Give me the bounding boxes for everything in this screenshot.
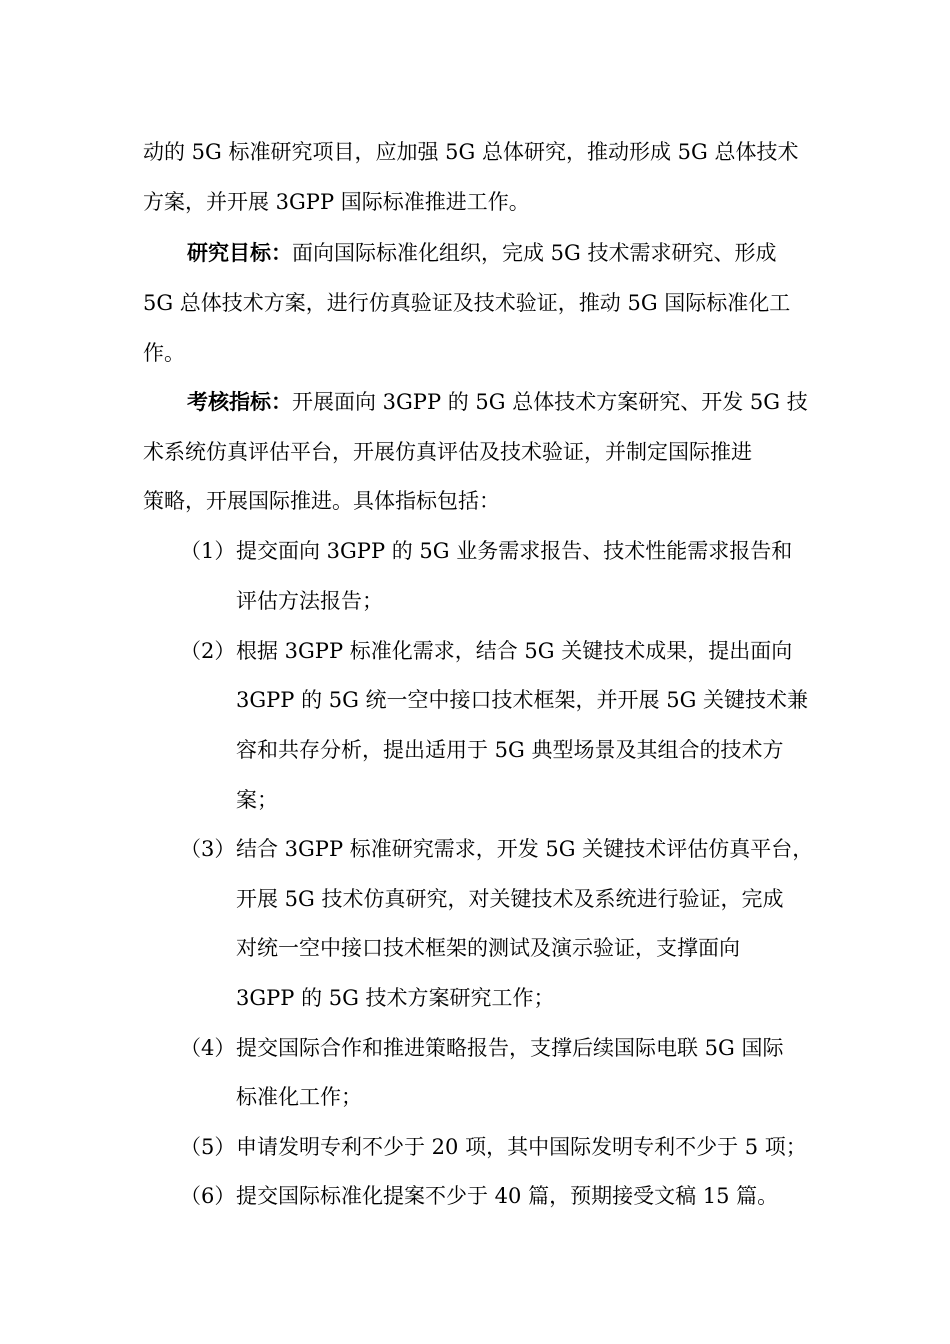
item-4-line-2: 标准化工作； xyxy=(236,1085,362,1109)
item-3-line-4: 3GPP 的 5G 技术方案研究工作； xyxy=(236,986,555,1010)
item-2-marker: （2） xyxy=(180,639,236,663)
assessment-line-1-text: 开展面向 3GPP 的 5G 总体技术方案研究、开发 5G 技 xyxy=(292,390,808,414)
item-3-line-1: 结合 3GPP 标准研究需求，开发 5G 关键技术评估仿真平台， xyxy=(236,837,814,861)
assessment-line-1 xyxy=(187,387,808,417)
intro-line-1: 动的 5G 标准研究项目，应加强 5G 总体研究，推动形成 5G 总体技术 xyxy=(143,140,799,164)
item-5-marker: （5） xyxy=(180,1135,236,1159)
assessment-heading: 考核指标： xyxy=(187,389,292,414)
item-3-line-2: 开展 5G 技术仿真研究，对关键技术及系统进行验证，完成 xyxy=(236,887,784,911)
item-1-line-1: 提交面向 3GPP 的 5G 业务需求报告、技术性能需求报告和 xyxy=(236,539,793,563)
goal-line-1-text: 面向国际标准化组织，完成 5G 技术需求研究、形成 xyxy=(292,241,777,265)
item-6-marker: （6） xyxy=(180,1184,236,1208)
goal-line-3: 作。 xyxy=(143,341,185,365)
goal-heading: 研究目标： xyxy=(187,240,292,265)
item-6-line-1: 提交国际标准化提案不少于 40 篇，预期接受文稿 15 篇。 xyxy=(236,1184,779,1208)
item-4-marker: （4） xyxy=(180,1036,236,1060)
item-1-marker: （1） xyxy=(180,539,236,563)
item-4-line-1: 提交国际合作和推进策略报告，支撑后续国际电联 5G 国际 xyxy=(236,1036,784,1060)
assessment-line-2: 术系统仿真评估平台，开展仿真评估及技术验证，并制定国际推进 xyxy=(143,440,752,464)
assessment-line-3: 策略，开展国际推进。具体指标包括： xyxy=(143,489,500,513)
item-3-line-3: 对统一空中接口技术框架的测试及演示验证，支撑面向 xyxy=(236,936,740,960)
item-1-line-2: 评估方法报告； xyxy=(236,589,383,613)
item-2-line-2: 3GPP 的 5G 统一空中接口技术框架，并开展 5G 关键技术兼 xyxy=(236,688,809,712)
goal-line-1 xyxy=(187,238,777,268)
item-5-line-1: 申请发明专利不少于 20 项，其中国际发明专利不少于 5 项； xyxy=(236,1135,807,1159)
intro-line-2: 方案，并开展 3GPP 国际标准推进工作。 xyxy=(143,190,530,214)
item-2-line-1: 根据 3GPP 标准化需求，结合 5G 关键技术成果，提出面向 xyxy=(236,639,793,663)
goal-line-2: 5G 总体技术方案，进行仿真验证及技术验证，推动 5G 国际标准化工 xyxy=(143,291,791,315)
item-3-marker: （3） xyxy=(180,837,236,861)
item-2-line-4: 案； xyxy=(236,788,278,812)
item-2-line-3: 容和共存分析，提出适用于 5G 典型场景及其组合的技术方 xyxy=(236,738,784,762)
